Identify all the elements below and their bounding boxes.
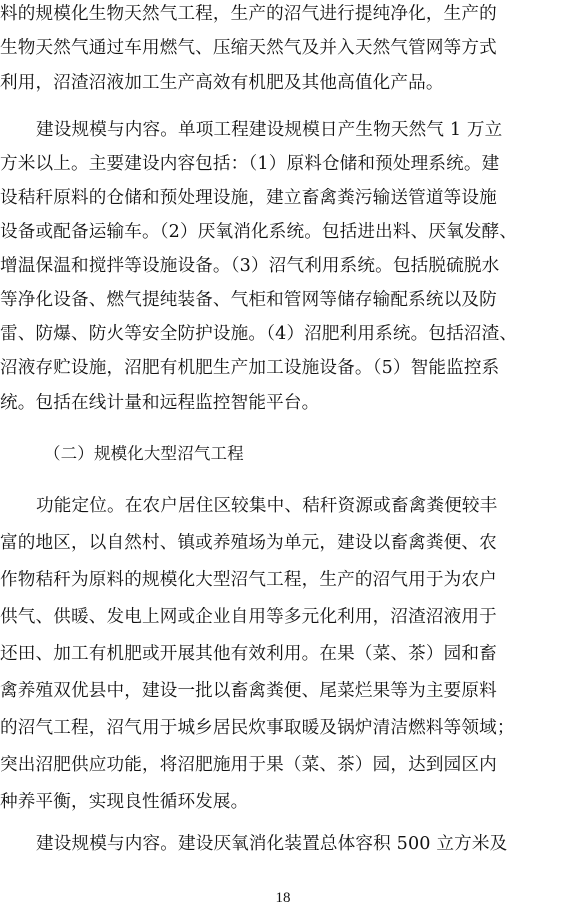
text-line: 利用，沼渣沼液加工生产高效有机肥及其他高值化产品。	[0, 73, 444, 93]
text-line: 富的地区，以自然村、镇或养殖场为单元，建设以畜禽粪便、农	[0, 533, 497, 553]
text-line: 还田、加工有机肥或开展其他有效利用。在果（菜、茶）园和畜	[0, 644, 497, 664]
text-line: 料的规模化生物天然气工程，生产的沼气进行提纯净化，生产的	[0, 4, 497, 24]
text-line: 统。包括在线计量和远程监控智能平台。	[0, 393, 320, 413]
text-line: 建设规模与内容。单项工程建设规模日产生物天然气 1 万立	[36, 120, 503, 140]
text-line: 作物秸秆为原料的规模化大型沼气工程，生产的沼气用于为农户	[0, 570, 497, 590]
text-line: 沼液存贮设施，沼肥有机肥生产加工设施设备。（5）智能监控系	[0, 358, 500, 378]
page-number: 18	[275, 890, 291, 906]
text-line: 雷、防爆、防火等安全防护设施。（4）沼肥利用系统。包括沼渣、	[0, 324, 518, 344]
text-line: 建设规模与内容。建设厌氧消化装置总体容积 500 立方米及	[36, 834, 508, 854]
text-line: 生物天然气通过车用燃气、压缩天然气及并入天然气管网等方式	[0, 38, 497, 58]
text-line: 种养平衡，实现良性循环发展。	[0, 792, 249, 812]
text-line: 等净化设备、燃气提纯装备、气柜和管网等储存输配系统以及防	[0, 290, 497, 310]
text-line: 设备或配备运输车。（2）厌氧消化系统。包括进出料、厌氧发酵、	[0, 222, 518, 242]
text-line: 禽养殖双优县中，建设一批以畜禽粪便、尾菜烂果等为主要原料	[0, 681, 497, 701]
text-line: 增温保温和搅拌等设施设备。（3）沼气利用系统。包括脱硫脱水	[0, 256, 500, 276]
text-line: 的沼气工程，沼气用于城乡居民炊事取暖及锅炉清洁燃料等领域；	[0, 718, 515, 738]
text-line: 设秸秆原料的仓储和预处理设施，建立畜禽粪污输送管道等设施	[0, 188, 497, 208]
text-line: 供气、供暖、发电上网或企业自用等多元化利用，沼渣沼液用于	[0, 607, 497, 627]
text-line: 突出沼肥供应功能，将沼肥施用于果（菜、茶）园，达到园区内	[0, 755, 497, 775]
section-heading: （二）规模化大型沼气工程	[44, 444, 244, 463]
text-line: 方米以上。主要建设内容包括：（1）原料仓储和预处理系统。建	[0, 154, 500, 174]
text-line: 功能定位。在农户居住区较集中、秸秆资源或畜禽粪便较丰	[36, 496, 498, 516]
